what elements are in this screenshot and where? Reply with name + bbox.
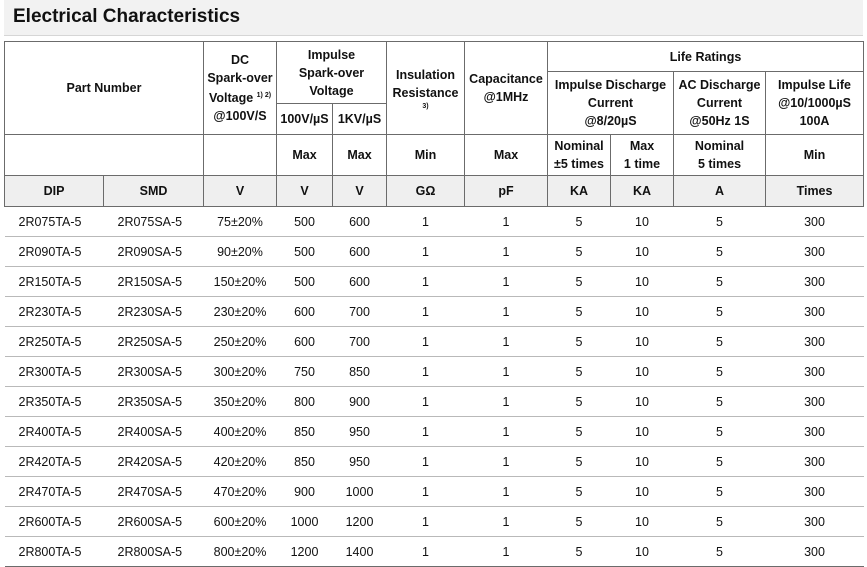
qualifier-max-1kv: Max — [333, 135, 387, 176]
table-cell: 10 — [611, 447, 674, 477]
table-cell: 700 — [333, 297, 387, 327]
table-row — [5, 447, 864, 477]
dip-part-number: 2R075TA-5 — [5, 207, 104, 237]
table-cell: 350±20% — [204, 387, 277, 417]
smd-part-number: 2R300SA-5 — [104, 357, 204, 387]
table-cell: 1 — [465, 477, 548, 507]
table-cell: 75±20% — [204, 207, 277, 237]
table-cell: 850 — [277, 417, 333, 447]
dip-part-number: 2R230TA-5 — [5, 297, 104, 327]
table-cell: 5 — [674, 477, 766, 507]
table-cell: 10 — [611, 387, 674, 417]
impulse-life-header: Impulse Life @10/1000µS 100A — [766, 72, 864, 135]
unit-cell: A — [674, 176, 766, 207]
table-cell: 300±20% — [204, 357, 277, 387]
table-cell: 5 — [674, 207, 766, 237]
dc-sparkover-header: DC Spark-over Voltage $^{1) 2)}$ @100V/S — [204, 42, 277, 135]
qualifier-min-insulation: Min — [387, 135, 465, 176]
table-cell: 1 — [387, 417, 465, 447]
smd-part-number: 2R230SA-5 — [104, 297, 204, 327]
table-cell: 5 — [548, 357, 611, 387]
footnote-ref: 1) 2) — [256, 91, 272, 99]
table-cell: 5 — [548, 537, 611, 567]
life-ratings-header: Life Ratings — [548, 42, 864, 72]
table-row — [5, 237, 864, 267]
insulation-resistance-header: Insulation Resistance 3) — [387, 42, 465, 135]
table-cell: 1 — [387, 387, 465, 417]
table-cell: 300 — [766, 537, 864, 567]
units-row — [5, 176, 864, 207]
table-cell: 300 — [766, 477, 864, 507]
table-cell: 750 — [277, 357, 333, 387]
dip-part-number: 2R420TA-5 — [5, 447, 104, 477]
table-cell: 5 — [548, 387, 611, 417]
table-cell: 10 — [611, 507, 674, 537]
table-cell: 1 — [465, 267, 548, 297]
table-row — [5, 507, 864, 537]
table-cell: 1 — [387, 507, 465, 537]
table-cell: 800±20% — [204, 537, 277, 567]
table-cell: 5 — [674, 327, 766, 357]
table-cell: 90±20% — [204, 237, 277, 267]
unit-cell: Times — [766, 176, 864, 207]
table-cell: 1000 — [333, 477, 387, 507]
unit-cell: V — [277, 176, 333, 207]
table-cell: 250±20% — [204, 327, 277, 357]
table-cell: 5 — [674, 237, 766, 267]
unit-cell: GΩ — [387, 176, 465, 207]
table-cell: 1 — [387, 207, 465, 237]
table-cell: 600±20% — [204, 507, 277, 537]
table-cell: 300 — [766, 447, 864, 477]
table-cell: 600 — [277, 327, 333, 357]
dip-part-number: 2R250TA-5 — [5, 327, 104, 357]
table-row — [5, 297, 864, 327]
dip-part-number: 2R090TA-5 — [5, 237, 104, 267]
table-cell: 1 — [465, 537, 548, 567]
impulse-1kv-header: 1KV/µS — [333, 104, 387, 135]
qualifier-max-capacitance: Max — [465, 135, 548, 176]
table-cell: 10 — [611, 417, 674, 447]
table-cell: 1000 — [277, 507, 333, 537]
smd-part-number: 2R090SA-5 — [104, 237, 204, 267]
table-cell: 500 — [277, 207, 333, 237]
table-cell: 800 — [277, 387, 333, 417]
dip-part-number: 2R470TA-5 — [5, 477, 104, 507]
table-cell: 300 — [766, 357, 864, 387]
smd-part-number: 2R470SA-5 — [104, 477, 204, 507]
part-number-qualifier — [5, 135, 204, 176]
smd-part-number: 2R350SA-5 — [104, 387, 204, 417]
unit-cell: pF — [465, 176, 548, 207]
table-cell: 1 — [387, 357, 465, 387]
table-cell: 10 — [611, 357, 674, 387]
dip-part-number: 2R300TA-5 — [5, 357, 104, 387]
table-cell: 300 — [766, 237, 864, 267]
table-cell: 1 — [387, 537, 465, 567]
table-cell: 10 — [611, 477, 674, 507]
unit-cell: DIP — [5, 176, 104, 207]
table-cell: 300 — [766, 207, 864, 237]
table-cell: 1 — [465, 207, 548, 237]
table-cell: 600 — [333, 207, 387, 237]
table-row — [5, 387, 864, 417]
table-cell: 850 — [277, 447, 333, 477]
table-cell: 1 — [387, 237, 465, 267]
part-number-header: Part Number — [5, 42, 204, 135]
table-cell: 470±20% — [204, 477, 277, 507]
table-cell: 300 — [766, 267, 864, 297]
table-cell: 1 — [465, 387, 548, 417]
dip-part-number: 2R400TA-5 — [5, 417, 104, 447]
table-cell: 900 — [333, 387, 387, 417]
table-cell: 150±20% — [204, 267, 277, 297]
table-cell: 5 — [548, 207, 611, 237]
table-row — [5, 267, 864, 297]
impulse-discharge-current-header: Impulse Discharge Current @8/20µS — [548, 72, 674, 135]
smd-part-number: 2R600SA-5 — [104, 507, 204, 537]
table-cell: 300 — [766, 417, 864, 447]
table-row — [5, 357, 864, 387]
table-cell: 500 — [277, 237, 333, 267]
table-row — [5, 537, 864, 567]
table-cell: 5 — [674, 507, 766, 537]
table-cell: 1 — [465, 357, 548, 387]
table-row — [5, 417, 864, 447]
table-row — [5, 207, 864, 237]
table-cell: 1400 — [333, 537, 387, 567]
table-body — [5, 207, 864, 567]
table-cell: 950 — [333, 447, 387, 477]
table-cell: 10 — [611, 297, 674, 327]
table-cell: 5 — [674, 387, 766, 417]
footnote-ref: 3) — [422, 102, 429, 110]
unit-cell: V — [204, 176, 277, 207]
unit-cell: KA — [611, 176, 674, 207]
table-cell: 1 — [465, 237, 548, 267]
table-cell: 420±20% — [204, 447, 277, 477]
table-cell: 10 — [611, 207, 674, 237]
table-cell: 300 — [766, 387, 864, 417]
table-cell: 300 — [766, 327, 864, 357]
table-cell: 10 — [611, 537, 674, 567]
smd-part-number: 2R400SA-5 — [104, 417, 204, 447]
table-cell: 5 — [548, 507, 611, 537]
table-cell: 1 — [465, 297, 548, 327]
table-cell: 5 — [674, 537, 766, 567]
table-cell: 10 — [611, 327, 674, 357]
section-title-bar — [4, 0, 863, 36]
unit-cell: KA — [548, 176, 611, 207]
dip-part-number: 2R600TA-5 — [5, 507, 104, 537]
table-cell: 1 — [465, 507, 548, 537]
table-cell: 1 — [387, 327, 465, 357]
qualifier-nominal-ac: Nominal 5 times — [674, 135, 766, 176]
capacitance-header: Capacitance @1MHz — [465, 42, 548, 135]
table-cell: 5 — [674, 297, 766, 327]
table-cell: 5 — [674, 447, 766, 477]
ac-discharge-current-header: AC Discharge Current @50Hz 1S — [674, 72, 766, 135]
table-cell: 700 — [333, 327, 387, 357]
qualifier-nominal-5-times: Nominal ±5 times — [548, 135, 611, 176]
smd-part-number: 2R075SA-5 — [104, 207, 204, 237]
table-cell: 1 — [465, 417, 548, 447]
table-cell: 5 — [548, 477, 611, 507]
table-cell: 10 — [611, 267, 674, 297]
table-cell: 900 — [277, 477, 333, 507]
table-header — [5, 42, 864, 207]
unit-cell: V — [333, 176, 387, 207]
table-cell: 230±20% — [204, 297, 277, 327]
table-cell: 5 — [674, 357, 766, 387]
table-cell: 10 — [611, 237, 674, 267]
table-cell: 5 — [548, 327, 611, 357]
table-cell: 600 — [333, 267, 387, 297]
smd-part-number: 2R420SA-5 — [104, 447, 204, 477]
section-title: Electrical Characteristics — [13, 6, 241, 27]
table-cell: 1 — [387, 267, 465, 297]
table-cell: 850 — [333, 357, 387, 387]
electrical-characteristics-table — [4, 41, 864, 567]
table-cell: 1 — [387, 477, 465, 507]
table-cell: 1200 — [277, 537, 333, 567]
impulse-sparkover-header: Impulse Spark-over Voltage — [277, 42, 387, 104]
table-cell: 1200 — [333, 507, 387, 537]
table-cell: 400±20% — [204, 417, 277, 447]
dip-part-number: 2R800TA-5 — [5, 537, 104, 567]
table-cell: 950 — [333, 417, 387, 447]
smd-part-number: 2R250SA-5 — [104, 327, 204, 357]
table-cell: 1 — [387, 447, 465, 477]
smd-part-number: 2R150SA-5 — [104, 267, 204, 297]
table-cell: 5 — [548, 237, 611, 267]
table-row — [5, 477, 864, 507]
table-cell: 300 — [766, 507, 864, 537]
table-row — [5, 327, 864, 357]
table-cell: 5 — [674, 417, 766, 447]
table-cell: 5 — [548, 297, 611, 327]
table-cell: 1 — [387, 297, 465, 327]
qualifier-min-life: Min — [766, 135, 864, 176]
dip-part-number: 2R150TA-5 — [5, 267, 104, 297]
unit-cell: SMD — [104, 176, 204, 207]
table-cell: 300 — [766, 297, 864, 327]
table-cell: 600 — [333, 237, 387, 267]
table-cell: 5 — [548, 447, 611, 477]
table-cell: 1 — [465, 447, 548, 477]
impulse-100v-header: 100V/µS — [277, 104, 333, 135]
qualifier-max-100v: Max — [277, 135, 333, 176]
dc-qualifier — [204, 135, 277, 176]
table-cell: 5 — [548, 417, 611, 447]
table-cell: 500 — [277, 267, 333, 297]
smd-part-number: 2R800SA-5 — [104, 537, 204, 567]
dip-part-number: 2R350TA-5 — [5, 387, 104, 417]
table-cell: 600 — [277, 297, 333, 327]
table-cell: 5 — [548, 267, 611, 297]
qualifier-max-1-time: Max 1 time — [611, 135, 674, 176]
table-cell: 1 — [465, 327, 548, 357]
table-cell: 5 — [674, 267, 766, 297]
